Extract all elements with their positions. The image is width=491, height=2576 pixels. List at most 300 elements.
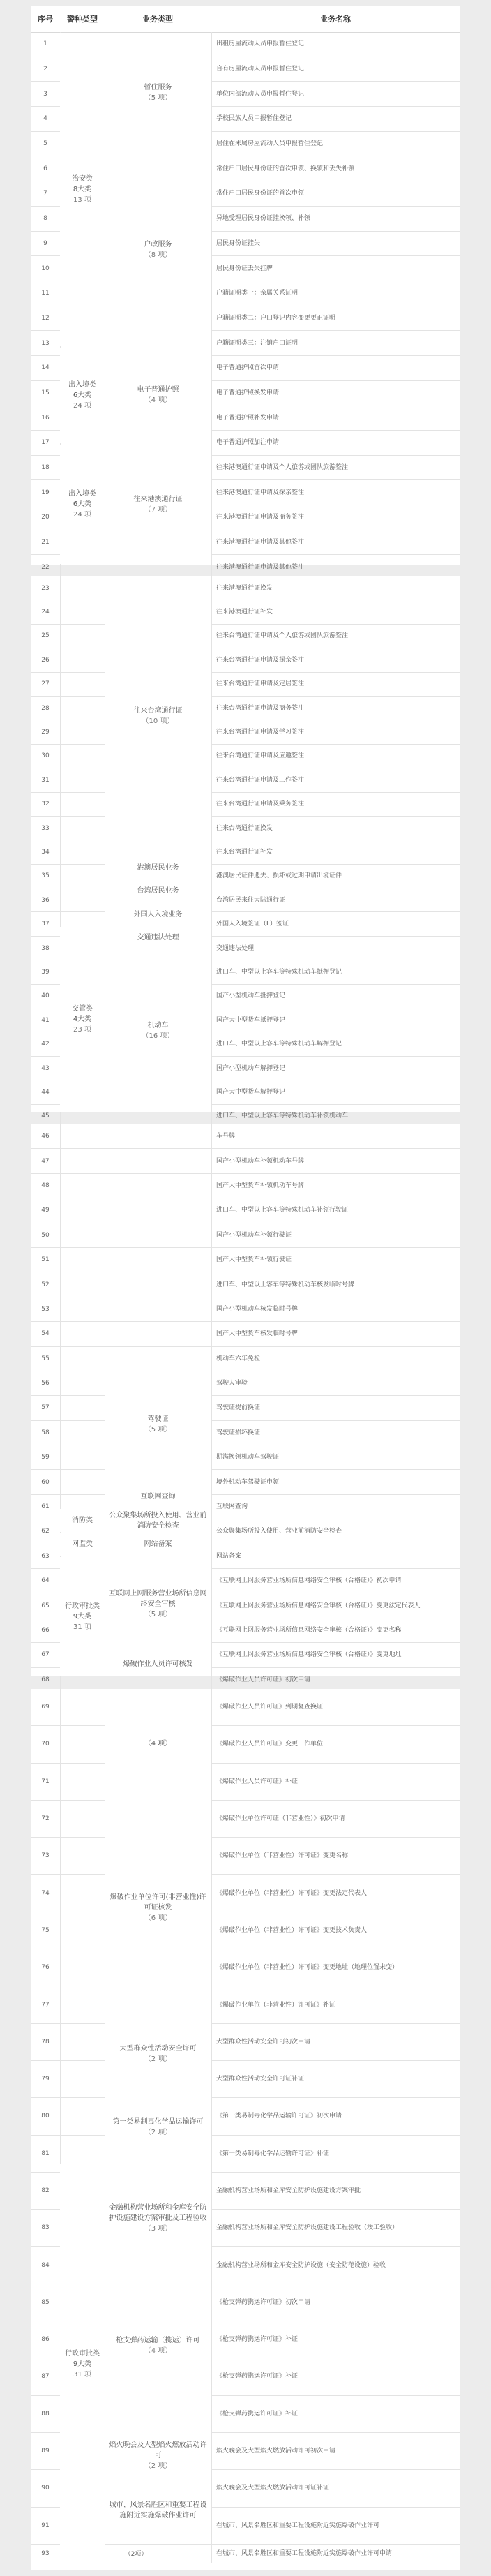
business-name-cell: 往来港澳通行证申请及其他签注 (216, 563, 305, 571)
table-row (31, 745, 460, 768)
table-row (31, 2098, 460, 2135)
merged-group-cell (105, 1653, 211, 1676)
row-number: 69 (31, 1689, 61, 1725)
business-name-cell: 电子普通护照首次申请 (216, 364, 280, 372)
business-name-cell: 单位内部流动人员申报暂住登记 (216, 90, 305, 98)
row-number: 81 (31, 2136, 61, 2172)
row-number: 11 (31, 281, 61, 306)
group-label-line: 爆破作业人员许可核发 (123, 1660, 193, 1669)
group-label-line: （4 项） (144, 396, 172, 405)
table-row (31, 1986, 460, 2023)
group-label-line: 交通违法处理 (137, 934, 179, 942)
business-name-cell: 《互联网上网服务营业场所信息网络安全审核（合格证）》变更名称 (216, 1627, 402, 1634)
table-row (31, 600, 460, 624)
merged-group-cell (105, 950, 211, 1112)
table-row (31, 2061, 460, 2098)
table-row (31, 1371, 460, 1396)
business-name-cell: 国产大中型货车核发临时号牌 (216, 1330, 299, 1338)
group-label-line: 港澳居民业务 (137, 863, 179, 872)
business-name-cell: 往来港澳通行证补发 (216, 609, 273, 616)
business-name-cell: 《爆破作业人员许可证》初次申请 (216, 1676, 311, 1683)
group-label-line: 6大类 (73, 500, 92, 509)
row-number: 61 (31, 1495, 61, 1519)
row-number: 12 (31, 306, 61, 331)
row-spacer (61, 1297, 212, 1321)
row-number: 93 (31, 2545, 61, 2563)
table-part-3 (31, 1124, 460, 1683)
row-number: 2 (31, 57, 61, 82)
table-row (31, 1272, 460, 1297)
row-number: 79 (31, 2061, 61, 2097)
business-name-cell: 大型群众性活动安全许可证补证 (216, 2076, 305, 2083)
group-label-line: （4 项） (144, 1739, 172, 1748)
business-name-cell: 在城市、风景名胜区和重要工程设施附近实施爆破作业许可 (216, 2522, 380, 2529)
row-number: 9 (31, 232, 61, 256)
row-number: 16 (31, 405, 61, 430)
row-number: 83 (31, 2210, 61, 2246)
table-row (31, 1726, 460, 1763)
table-row (31, 1223, 460, 1248)
table-part-2 (31, 576, 460, 1120)
merged-group-cell (105, 927, 211, 948)
group-label-line: 互联网查询 (140, 1492, 176, 1501)
business-name-cell: 《枪支弹药携运许可证》补证 (216, 2336, 299, 2344)
business-name-cell: 进口车、中型以上客车等特殊机动车补领行驶证 (216, 1207, 349, 1214)
merged-group-cell (60, 348, 105, 443)
merged-group-cell (105, 904, 211, 925)
business-name-cell: 国产小型机动车补领机动车号牌 (216, 1157, 305, 1165)
table-row (31, 1875, 460, 1912)
merged-group-cell (105, 880, 211, 902)
table-row (31, 1248, 460, 1272)
merged-group-cell (105, 1485, 211, 1507)
row-number: 34 (31, 840, 61, 863)
table-part-1 (31, 6, 460, 571)
row-number: 42 (31, 1032, 61, 1055)
table-row (31, 793, 460, 817)
table-header (31, 6, 460, 33)
group-label-line: （2 项） (144, 2128, 172, 2136)
business-name-cell: 《爆破作业单位（非营业性）许可证》变更名称 (216, 1852, 349, 1860)
table-row (31, 817, 460, 840)
business-name-cell: 《互联网上网服务营业场所信息网络安全审核（合格证）》初次申请 (216, 1577, 402, 1585)
merged-group-cell (105, 2493, 211, 2528)
merged-group-cell (60, 1509, 105, 1531)
row-number: 24 (31, 600, 61, 623)
row-number: 6 (31, 156, 61, 181)
merged-group-cell (105, 154, 211, 347)
business-name-cell: 《爆破作业人员许可证》到期复查换证 (216, 1704, 324, 1711)
group-label-line: 城市、风景名胜区和重要工程设施附近实施爆破作业许可 (109, 2501, 207, 2519)
group-label-line: （2 项） (144, 2462, 172, 2470)
row-number: 19 (31, 480, 61, 505)
row-number: 38 (31, 937, 61, 960)
business-name-cell: 在城市、风景名胜区和重要工程设施附近实施爆破作业许可申请 (216, 2549, 393, 2557)
business-name-cell: 《枪支弹药携运许可证》补证 (216, 2410, 299, 2418)
row-number: 76 (31, 1949, 61, 1986)
row-spacer (61, 1248, 212, 1272)
row-number: 90 (31, 2470, 61, 2506)
merged-group-cell (60, 927, 105, 1112)
business-name-cell: 《爆破作业单位许可证（非营业性）》初次申请 (216, 1815, 345, 1823)
business-name-cell: 外国人入境签证（L）签证 (216, 921, 289, 928)
row-number: 46 (31, 1124, 61, 1148)
row-number: 54 (31, 1322, 61, 1346)
merged-group-cell (60, 445, 105, 565)
group-label-line: 第一类易制毒化学品运输许可 (112, 2117, 204, 2126)
row-number: 4 (31, 107, 61, 131)
business-name-cell: 《第一类易制毒化学品运输许可证》初次申请 (216, 2113, 342, 2120)
group-label-line: （8 项） (144, 251, 172, 260)
group-label-line: 焰火晚会及大型焰火燃放活动许可 (109, 2441, 207, 2459)
business-name-cell: 《互联网上网服务营业场所信息网络安全审核（合格证）》变更地址 (216, 1651, 402, 1659)
table-row (31, 1949, 460, 1986)
business-name-cell: 电子普通护照换发申请 (216, 389, 280, 396)
business-name-cell: 国产大中型货车补领行驶证 (216, 1256, 292, 1264)
business-name-cell: 自有房屋流动人员申报暂住登记 (216, 66, 305, 73)
business-name-cell: 《第一类易制毒化学品运输许可证》补证 (216, 2150, 330, 2157)
group-label-line: 4大类 (73, 1015, 92, 1024)
group-label-line: 互联网上网服务营业场所信息网络安全审核 (109, 1590, 207, 1609)
business-name-cell: 进口车、中型以上客车等特殊机动车补领机动车 (216, 1112, 349, 1120)
row-number: 64 (31, 1569, 61, 1593)
row-number: 39 (31, 960, 61, 983)
business-name-cell: 往来港澳通行证申请及个人旅游或团队旅游签注 (216, 464, 349, 472)
business-name-cell: 国产大中型货车抵押登记 (216, 1016, 286, 1024)
business-name-cell: 电子普通护照补发申请 (216, 414, 280, 422)
row-number: 86 (31, 2321, 61, 2358)
business-name-cell: 户籍证明类二：户口登记内容变更更正证明 (216, 314, 336, 322)
row-number: 13 (31, 331, 61, 355)
merged-group-cell (105, 2164, 211, 2272)
row-number: 53 (31, 1297, 61, 1321)
header-business: 业务类型 (142, 15, 173, 24)
group-label-line: 外国人入境业务 (133, 910, 183, 918)
table-row (31, 648, 460, 672)
business-name-cell: 往来台湾通行证申请及个人旅游或团队旅游签注 (216, 632, 349, 640)
business-name-cell: 港澳居民证件遗失、损坏或过期申请出境证件 (216, 872, 342, 880)
group-label-line: 电子普通护照 (137, 386, 179, 394)
business-name-cell: 《爆破作业单位（非营业性）许可证》补证 (216, 2001, 336, 2009)
business-name-cell: 进口车、中型以上客车等特殊机动车解押登记 (216, 1041, 342, 1048)
business-name-cell: 往来台湾通行证申请及定居签注 (216, 680, 305, 688)
row-number: 75 (31, 1912, 61, 1949)
row-number: 58 (31, 1421, 61, 1445)
group-label-line: 13 项 (73, 196, 91, 204)
table-row (31, 1149, 460, 1173)
row-number: 32 (31, 793, 61, 816)
business-name-cell: 居民身份证挂失 (216, 239, 261, 247)
merged-group-cell (105, 348, 211, 443)
row-number: 56 (31, 1371, 61, 1395)
group-label-line: （5 项） (144, 1611, 172, 1619)
business-name-cell: 《爆破作业单位（非营业性）许可证》变更法定代表人 (216, 1889, 368, 1897)
business-name-cell: 往来港澳通行证申请及商务签注 (216, 514, 305, 521)
table-row (31, 1297, 460, 1322)
group-label-line: （6 项） (144, 1914, 172, 1923)
group-label-line: 机动车 (147, 1022, 169, 1030)
row-number: 29 (31, 720, 61, 743)
business-name-cell: 互联网查询 (216, 1503, 248, 1511)
business-name-cell: 出租房屋流动人员申报暂住登记 (216, 40, 305, 48)
table-row (31, 1764, 460, 1801)
row-number: 30 (31, 745, 61, 768)
row-number: 37 (31, 912, 61, 935)
table-row (31, 1174, 460, 1198)
group-label-line: 往来台湾通行证 (133, 707, 183, 715)
group-label-line: 31 项 (73, 2371, 91, 2379)
group-label-line: 户政服务 (144, 241, 172, 249)
business-name-cell: 国产大中型货车补领机动车号牌 (216, 1182, 305, 1189)
group-label-line: 24 项 (73, 511, 91, 519)
footer-group: （2项） (61, 2545, 212, 2563)
merged-group-cell (105, 1509, 211, 1531)
group-label-line: 暂住服务 (144, 83, 172, 91)
row-spacer (61, 1149, 212, 1172)
group-label-line: 23 项 (73, 1026, 91, 1034)
row-spacer (61, 1174, 212, 1198)
table-row (31, 625, 460, 648)
business-name-cell: 《爆破作业人员许可证》补证 (216, 1778, 299, 1785)
business-name-cell: 学校民族人员申报暂住登记 (216, 115, 292, 123)
row-number: 40 (31, 985, 61, 1008)
merged-group-cell (105, 2018, 211, 2090)
row-number: 47 (31, 1149, 61, 1172)
row-number: 1 (31, 32, 61, 57)
row-number: 88 (31, 2396, 61, 2432)
group-label-line: 9大类 (73, 1612, 92, 1621)
row-number: 5 (31, 132, 61, 156)
business-name-cell: 常住户口居民身份证的首次申领、换领和丢失补领 (216, 165, 355, 172)
row-number: 66 (31, 1618, 61, 1642)
row-number: 45 (31, 1105, 61, 1128)
business-name-cell: 电子普通护照加注申请 (216, 439, 280, 447)
row-number: 49 (31, 1198, 61, 1222)
business-name-cell: 往来台湾通行证申请及工作签注 (216, 776, 305, 784)
row-number: 31 (31, 768, 61, 791)
row-number: 63 (31, 1544, 61, 1568)
business-name-cell: 金融机构营业场所和金库安全防护设施建设方案审批 (216, 2187, 361, 2194)
business-name-cell: 网站备案 (216, 1552, 242, 1560)
row-number: 26 (31, 648, 61, 671)
row-number: 78 (31, 2024, 61, 2060)
table-row (31, 1396, 460, 1420)
row-number: 87 (31, 2358, 61, 2395)
row-number: 3 (31, 82, 61, 106)
table-row (31, 1912, 460, 1949)
group-label-line: 公众聚集场所投入使用、营业前消防安全检查 (109, 1511, 207, 1530)
group-label-line: 行政审批类 (65, 1602, 100, 1610)
table-row (31, 720, 460, 744)
row-number: 43 (31, 1057, 61, 1080)
business-name-cell: 往来台湾通行证换发 (216, 824, 273, 832)
merged-group-cell (105, 33, 211, 153)
business-name-cell: 国产小型机动车核发临时号牌 (216, 1305, 299, 1313)
row-number: 89 (31, 2433, 61, 2469)
row-number: 28 (31, 697, 61, 720)
row-spacer (61, 1124, 212, 1148)
table-row (31, 865, 460, 888)
row-number: 68 (31, 1668, 61, 1692)
business-name-cell: 《枪支弹药携运许可证》补证 (216, 2373, 299, 2381)
row-number: 14 (31, 356, 61, 380)
group-label-line: 交管类 (72, 1005, 93, 1013)
table-row (31, 1124, 460, 1149)
row-number: 51 (31, 1248, 61, 1272)
business-name-cell: 国产大中型货车解押登记 (216, 1088, 286, 1096)
merged-group-cell (105, 1690, 211, 1798)
table-row (31, 697, 460, 720)
row-number: 77 (31, 1986, 61, 2023)
row-number: 59 (31, 1445, 61, 1469)
group-label-line: 枪支弹药运输（携运）许可 (116, 2337, 200, 2345)
table-row (31, 1689, 460, 1726)
business-name-cell: 期满换领机动车驾驶证 (216, 1454, 280, 1461)
group-label-line: 驾驶证 (147, 1415, 169, 1423)
row-number: 50 (31, 1223, 61, 1247)
group-label-line: 治安类 (72, 175, 93, 184)
business-name-cell: 国产小型机动车补领行驶证 (216, 1231, 292, 1239)
merged-group-cell (60, 1557, 105, 1676)
group-label-line: （3 项） (144, 2224, 172, 2233)
row-number: 33 (31, 817, 61, 840)
merged-group-cell (60, 1533, 105, 1556)
business-name-cell: 金融机构营业场所和金库安全防护设施建设工程验收（竣工验收） (216, 2224, 399, 2232)
row-number: 57 (31, 1396, 61, 1420)
business-name-cell: 台湾居民来往大陆通行证 (216, 896, 286, 904)
group-label-line: （2 项） (144, 2055, 172, 2063)
row-number: 82 (31, 2173, 61, 2209)
business-name-cell: 《枪支弹药携运许可证》初次申请 (216, 2298, 311, 2306)
merged-group-cell (105, 1365, 211, 1484)
business-name-cell: 往来台湾通行证申请及应邀签注 (216, 752, 305, 760)
row-number: 52 (31, 1272, 61, 1296)
row-number: 65 (31, 1593, 61, 1617)
row-spacer (61, 1223, 212, 1247)
merged-group-cell (105, 857, 211, 879)
business-name-cell: 《爆破作业人员许可证》变更工作单位 (216, 1741, 324, 1748)
row-number: 62 (31, 1519, 61, 1543)
row-number: 48 (31, 1174, 61, 1198)
table-row (31, 768, 460, 792)
group-label-line: 24 项 (73, 401, 91, 410)
row-number: 18 (31, 456, 61, 480)
row-number: 73 (31, 1838, 61, 1874)
group-label-line: 大型群众性活动安全许可 (119, 2044, 197, 2053)
table-row (31, 1198, 460, 1223)
business-name-cell: 往来台湾通行证申请及乘务签注 (216, 801, 305, 808)
table-row (31, 888, 460, 912)
row-number: 8 (31, 207, 61, 231)
merged-group-cell (105, 2091, 211, 2163)
group-label-line: （16 项） (142, 1032, 174, 1041)
header-seq: 序号 (38, 15, 53, 24)
merged-group-cell (105, 1557, 211, 1652)
business-name-cell: 往来港澳通行证申请及探亲签注 (216, 489, 305, 496)
row-number: 60 (31, 1470, 61, 1494)
business-name-cell: 驾驶证损坏换证 (216, 1429, 261, 1436)
business-name-cell: 机动车六年免检 (216, 1355, 261, 1362)
table-row (31, 840, 460, 864)
business-name-cell: 焰火晚会及大型焰火燃放活动许可证补证 (216, 2485, 330, 2492)
merged-group-cell (105, 1799, 211, 2017)
business-name-cell: 往来台湾通行证申请及商务签注 (216, 704, 305, 712)
table-row (31, 673, 460, 697)
business-name-cell: 驾驶证提前换证 (216, 1404, 261, 1412)
table-row (31, 1421, 460, 1445)
group-label-line: 台湾居民业务 (137, 887, 179, 895)
row-number: 7 (31, 181, 61, 206)
row-number: 25 (31, 625, 61, 648)
business-name-cell: 户籍证明类三：注销户口证明 (216, 339, 299, 347)
merged-group-cell (105, 445, 211, 565)
business-name-cell: 户籍证明类一：亲属关系证明 (216, 290, 299, 297)
business-name-cell: 国产小型机动车抵押登记 (216, 992, 286, 1000)
business-name-cell: 常住户口居民身份证的首次申领 (216, 190, 305, 198)
group-label-line: 往来港澳通行证 (133, 495, 183, 503)
row-number: 27 (31, 673, 61, 696)
row-number: 36 (31, 888, 61, 911)
row-spacer (61, 1322, 212, 1346)
business-name-cell: 车号牌 (216, 1133, 236, 1140)
row-number: 71 (31, 1764, 61, 1800)
group-label-line: 行政审批类 (65, 2350, 100, 2358)
business-name-cell: 交通违法处理 (216, 944, 255, 952)
business-name-cell: 往来台湾通行证申请及学习签注 (216, 729, 305, 736)
group-label-line: 6大类 (73, 391, 92, 399)
business-name-cell: 国产小型机动车解押登记 (216, 1064, 286, 1072)
row-number: 17 (31, 431, 61, 455)
group-label-line: （5 项） (144, 94, 172, 102)
merged-group-cell (105, 577, 211, 856)
row-spacer (61, 1272, 212, 1296)
merged-group-cell (60, 2164, 105, 2564)
row-number: 44 (31, 1080, 61, 1103)
row-number: 84 (31, 2247, 61, 2283)
business-name-cell: 居民身份证丢失挂牌 (216, 265, 273, 272)
group-label-line: 金融机构营业场所和金库安全防护设施建设方案审批及工程验收 (109, 2203, 207, 2222)
merged-group-cell (105, 2274, 211, 2418)
group-label-line: 8大类 (73, 186, 92, 194)
group-label-line: 9大类 (73, 2360, 92, 2369)
row-number: 55 (31, 1347, 61, 1371)
group-label-line: 出入境类 (68, 490, 96, 498)
group-label-line: 31 项 (73, 1623, 91, 1631)
row-number: 23 (31, 576, 61, 600)
row-number: 15 (31, 381, 61, 405)
group-label-line: 网站备案 (144, 1540, 172, 1549)
group-label-line: 消防类 (72, 1517, 93, 1525)
business-name-cell: 金融机构营业场所和金库安全防护设施（安全防范设施）验收 (216, 2261, 386, 2269)
group-label-line: （7 项） (144, 505, 172, 514)
business-name-cell: 进口车、中型以上客车等特殊机动车抵押登记 (216, 968, 342, 976)
table-row (31, 2024, 460, 2061)
group-label-line: （4 项） (144, 2347, 172, 2355)
group-label-line: 爆破作业单位许可(非营业性)许可证核发 (109, 1893, 206, 1912)
row-number: 70 (31, 1726, 61, 1762)
business-name-cell: 《爆破作业单位（非营业性）许可证》变更技术负责人 (216, 1926, 368, 1934)
header-category: 警种类型 (67, 15, 98, 24)
business-name-cell: 异地受理居民身份证挂换领、补领 (216, 215, 311, 223)
business-name-cell: 往来台湾通行证补发 (216, 848, 273, 856)
business-name-cell: 焰火晚会及大型焰火燃放活动许可初次申请 (216, 2448, 336, 2455)
table-row (31, 1445, 460, 1470)
row-number: 10 (31, 256, 61, 281)
business-name-cell: 往来台湾通行证申请及探亲签注 (216, 656, 305, 664)
header-name: 业务名称 (320, 15, 351, 24)
business-name-cell: 大型群众性活动安全许可初次申请 (216, 2038, 311, 2046)
business-name-cell: 《互联网上网服务营业场所信息网络安全审核（合格证）》变更法定代表人 (216, 1602, 421, 1609)
